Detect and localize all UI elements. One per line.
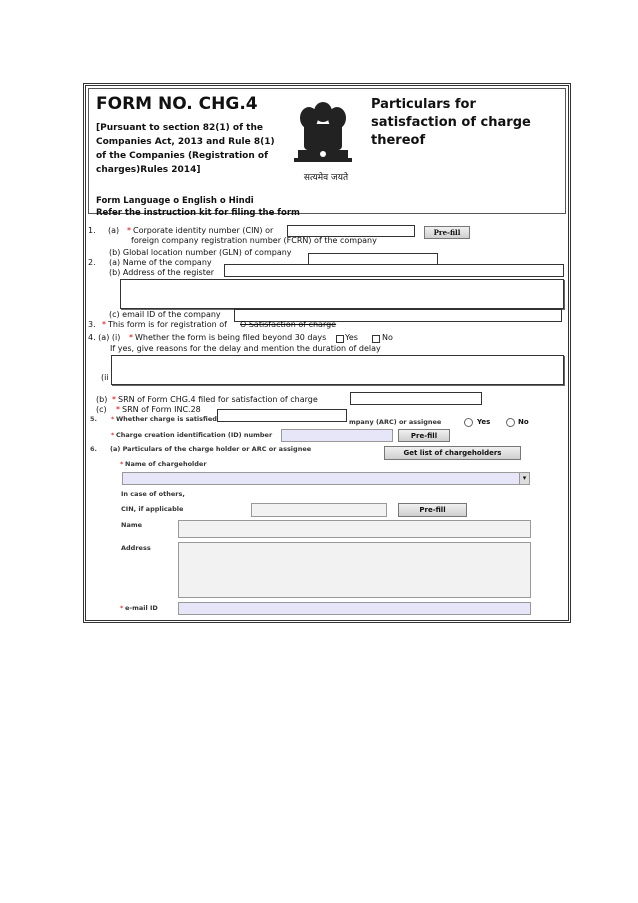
yes-label: Yes <box>345 333 358 342</box>
q6-number: 6. <box>90 445 97 453</box>
q4a-reason-text: If yes, give reasons for the delay and mention the duration of delay <box>110 344 381 353</box>
address-label: Address <box>121 544 151 552</box>
q4c-text: SRN of Form INC.28 <box>122 405 201 414</box>
form-language-line: Form Language o English o Hindi <box>96 196 254 206</box>
q1a-text: Corporate identity number (CIN) or <box>133 226 274 235</box>
q4b-text: SRN of Form CHG.4 filed for satisfaction of charge <box>118 395 318 404</box>
required-star: * <box>111 415 115 423</box>
charge-id-label: Charge creation identification (ID) number <box>116 431 273 439</box>
q5-text: Whether charge is satisfied <box>116 415 217 423</box>
q1a-text-2: foreign company registration number (FCRN) of the company <box>131 236 377 245</box>
q1a-label: (a) <box>108 226 120 235</box>
q4a-prefix: 4. (a) (i) <box>88 333 121 342</box>
no-label: No <box>382 333 393 342</box>
required-star: * <box>120 460 124 468</box>
prefill-button[interactable]: Pre-fill <box>424 226 470 239</box>
cin-prefill-button[interactable]: Pre-fill <box>398 503 467 517</box>
email-label: e-mail ID <box>125 604 158 612</box>
q1b-text: (b) Global location number (GLN) of company <box>109 248 292 257</box>
q5-text-right: mpany (ARC) or assignee <box>349 418 442 426</box>
name-label: Name <box>121 521 143 529</box>
q2c-text: (c) email ID of the company <box>109 310 221 319</box>
charge-id-prefill-button[interactable]: Pre-fill <box>398 429 450 442</box>
q2-number: 2. <box>88 258 96 267</box>
satisfied-no-radio[interactable] <box>506 418 515 427</box>
satisfaction-option[interactable]: O Satisfaction of charge <box>240 320 337 329</box>
charge-id-input[interactable] <box>281 429 393 442</box>
chargeholder-email-input[interactable] <box>178 602 531 615</box>
cin-applicable-label: CIN, if applicable <box>121 505 184 513</box>
form-title: FORM NO. CHG.4 <box>96 94 258 114</box>
satisfied-no-label: No <box>518 418 529 426</box>
chargeholder-cin-input[interactable] <box>251 503 387 517</box>
q1-number: 1. <box>88 226 96 235</box>
chevron-down-icon[interactable]: ▾ <box>519 473 529 484</box>
form-particulars-title: Particulars for satisfaction of charge thereof <box>371 97 531 148</box>
form-pursuant-text: [Pursuant to section 82(1) of the Companies Act, 2013 and Rule 8(1) of the Companies (Registration of charges)Rules 2014] <box>96 123 275 175</box>
srn-inc28-input[interactable] <box>217 409 347 422</box>
q4a-text: Whether the form is being filed beyond 30 days <box>135 333 327 342</box>
q2a-text: (a) Name of the company <box>109 258 212 267</box>
q4b-label: (b) <box>96 395 108 404</box>
q3-text: This form is for registration of <box>108 320 227 329</box>
delay-reason-input[interactable] <box>111 355 564 385</box>
in-case-others-label: In case of others, <box>121 490 185 498</box>
satisfied-yes-radio[interactable] <box>464 418 473 427</box>
registered-address-input[interactable] <box>120 279 564 309</box>
required-star: * <box>112 395 116 404</box>
srn-chg4-input[interactable] <box>350 392 482 405</box>
chargeholder-address-input[interactable] <box>178 542 531 598</box>
required-star: * <box>127 226 131 235</box>
chargeholder-name-input[interactable] <box>178 520 531 538</box>
required-star: * <box>129 333 133 342</box>
company-name-input[interactable] <box>224 264 564 277</box>
q3-number: 3. <box>88 320 96 329</box>
chargeholder-dropdown[interactable] <box>122 472 530 485</box>
required-star: * <box>116 405 120 414</box>
q5-number: 5. <box>90 415 97 423</box>
get-chargeholders-button[interactable]: Get list of chargeholders <box>384 446 521 460</box>
required-star: * <box>102 320 106 329</box>
q4-ii-label: (ii <box>101 373 109 382</box>
satisfied-yes-label: Yes <box>477 418 491 426</box>
q2b-text: (b) Address of the register <box>109 268 215 277</box>
emblem-motto: सत्यमेव जयते <box>303 173 349 183</box>
chargeholder-name-label: Name of chargeholder <box>125 460 207 468</box>
q4c-label: (c) <box>96 405 107 414</box>
required-star: * <box>111 431 115 439</box>
instruction-kit-line: Refer the instruction kit for filing the form <box>96 208 300 218</box>
required-star: * <box>120 604 124 612</box>
yes-checkbox[interactable] <box>336 335 344 343</box>
no-checkbox[interactable] <box>372 335 380 343</box>
q6-text: (a) Particulars of the charge holder or ARC or assignee <box>110 445 312 453</box>
